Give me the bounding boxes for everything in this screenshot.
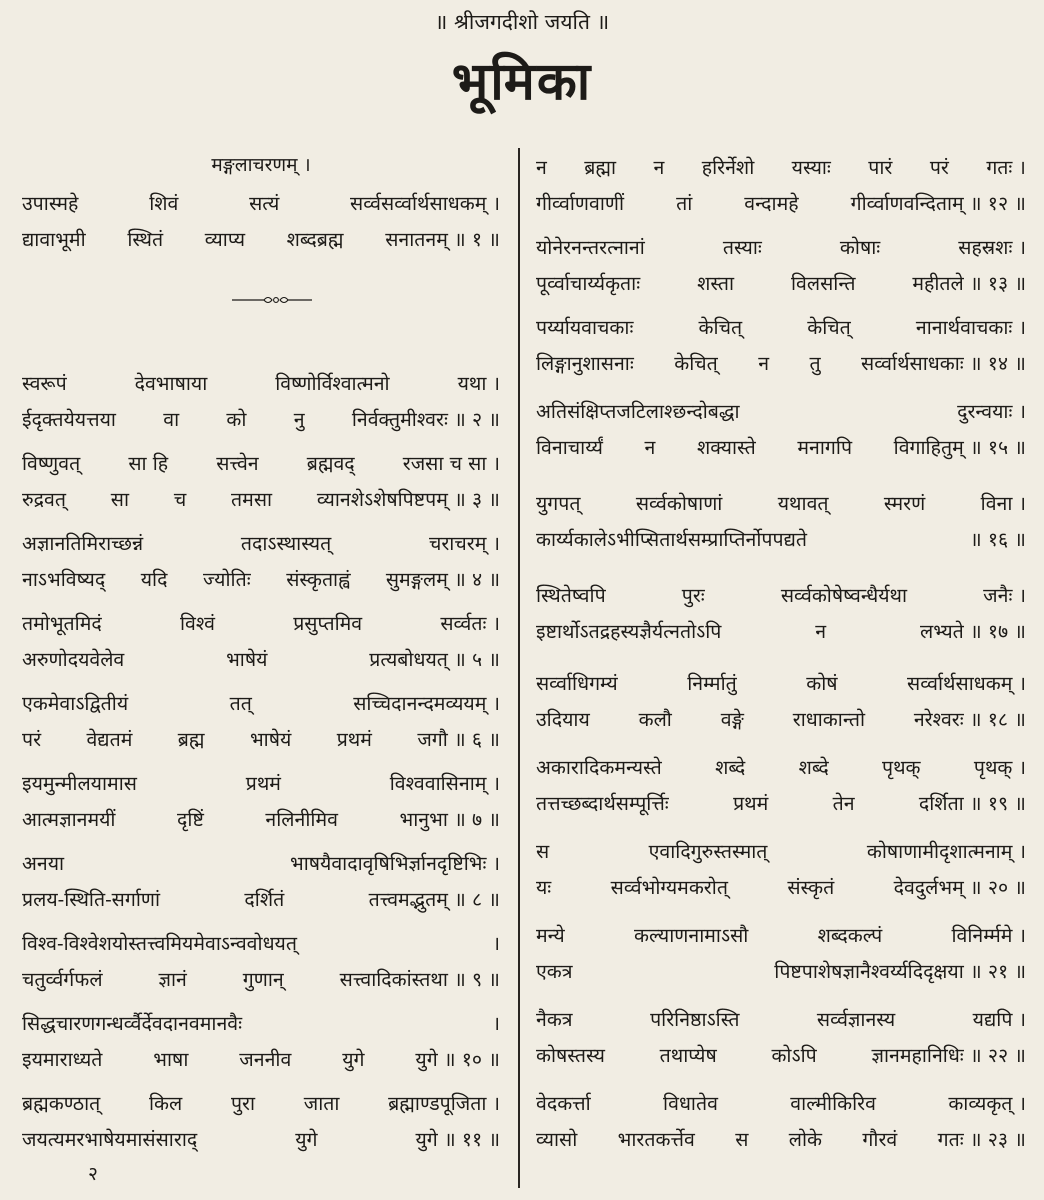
left-column bbox=[22, 150, 500, 1151]
verse-line bbox=[536, 394, 1026, 430]
verse-word: भाषेयं bbox=[249, 728, 292, 751]
verse-word: अनया bbox=[22, 852, 65, 875]
verse-word: परिनिष्ठाऽस्ति bbox=[650, 1008, 740, 1031]
verse-word: दृष्टिं bbox=[177, 808, 204, 831]
verse-line bbox=[22, 642, 500, 678]
verse-word: पुरः bbox=[681, 584, 705, 607]
verse-word: भानुभा ॥ ७ ॥ bbox=[399, 808, 500, 831]
verse-word: तत्त्वमद्भुतम् ॥ ८ ॥ bbox=[368, 888, 500, 911]
verse-word: संस्कृताह्वं bbox=[286, 568, 351, 591]
verse-word: गीर्व्वाणवाणीं bbox=[536, 192, 625, 215]
verse-word: लभ्यते ॥ १७ ॥ bbox=[919, 620, 1026, 643]
verse-word: न bbox=[758, 352, 770, 375]
verse bbox=[536, 834, 1026, 906]
verse-word: जयत्यमरभाषेयमासंसाराद् bbox=[22, 1128, 198, 1151]
verse-word: नलिनीमिव bbox=[265, 808, 338, 831]
verse-word: देवदुर्लभम् ॥ २० ॥ bbox=[893, 876, 1026, 899]
verse-word: रजसा च सा । bbox=[402, 452, 500, 475]
verse-line bbox=[22, 686, 500, 722]
verse-word: कोषाः bbox=[839, 236, 881, 259]
verse bbox=[22, 446, 500, 518]
verse bbox=[536, 486, 1026, 558]
verse-word: न bbox=[644, 436, 656, 459]
verse-word: यस्याः bbox=[791, 156, 831, 179]
verse-line bbox=[536, 1086, 1026, 1122]
verse-word: प्रत्यबोधयत् ॥ ५ ॥ bbox=[369, 648, 500, 671]
verse-word: मनागपि bbox=[797, 436, 853, 459]
verse-word: इयमुन्मीलयामास bbox=[22, 772, 137, 795]
verse-word: नु bbox=[293, 408, 305, 431]
verse-line bbox=[22, 606, 500, 642]
verse-word: शब्दब्रह्म bbox=[286, 228, 344, 251]
verse-word: स्मरणं bbox=[883, 492, 926, 515]
verse-word: कलौ bbox=[638, 708, 672, 731]
verse-line bbox=[22, 482, 500, 518]
ornament-divider bbox=[232, 292, 312, 308]
verse-line bbox=[536, 954, 1026, 990]
verse-line bbox=[536, 918, 1026, 954]
verse-word: न bbox=[815, 620, 827, 643]
verse-word: मन्ये bbox=[536, 924, 565, 947]
verse-line bbox=[22, 446, 500, 482]
verse bbox=[22, 186, 500, 258]
verse-line bbox=[22, 366, 500, 402]
page-title: भूमिका bbox=[451, 51, 593, 112]
verse-word: महीतले ॥ १३ ॥ bbox=[912, 272, 1026, 295]
verse-line bbox=[536, 614, 1026, 650]
verse-word: गुणान् bbox=[242, 968, 284, 991]
verse-word: विधातेव bbox=[663, 1092, 718, 1115]
verse-word: स्थितं bbox=[127, 228, 164, 251]
verse bbox=[536, 750, 1026, 822]
verse-line bbox=[536, 1002, 1026, 1038]
verse-line bbox=[536, 266, 1026, 302]
verse-word: केचित् bbox=[807, 316, 851, 339]
verse-word: लिङ्गानुशासनाः bbox=[536, 352, 634, 375]
verse-word: अज्ञानतिमिराच्छन्नं bbox=[22, 532, 144, 555]
verse-word: ॥ १६ ॥ bbox=[969, 528, 1026, 551]
verse-word: पृथक् bbox=[882, 756, 921, 779]
verse-line bbox=[22, 722, 500, 758]
verse bbox=[536, 578, 1026, 650]
verse-word: सर्व्वतः । bbox=[440, 612, 500, 635]
verse-word: विश्व-विश्वेशयोस्तत्त्वमियमेवाऽन्ववोधयत् bbox=[22, 932, 297, 955]
verse-word: वाल्मीकिरिव bbox=[790, 1092, 876, 1115]
verse-word: गीर्व्वाणवन्दिताम् ॥ १२ ॥ bbox=[850, 192, 1026, 215]
verse-word: शब्दे bbox=[715, 756, 746, 779]
verse-line bbox=[536, 834, 1026, 870]
verse-word: गौरवं bbox=[862, 1128, 898, 1151]
verse-word: शस्ता bbox=[697, 272, 735, 295]
verse bbox=[22, 366, 500, 438]
verse bbox=[22, 606, 500, 678]
verse-word: जाता bbox=[303, 1092, 340, 1115]
verse-word: स bbox=[735, 1128, 749, 1151]
verse-word: युगपत् bbox=[536, 492, 581, 515]
verse-line bbox=[22, 186, 500, 222]
verse-word: तदाऽस्थास्यत् bbox=[240, 532, 332, 555]
verse-word: उपास्महे bbox=[22, 192, 79, 215]
verse-word: स्थितेष्वपि bbox=[536, 584, 606, 607]
verse-word: ज्योतिः bbox=[203, 568, 251, 591]
verse-word: निर्म्मातुं bbox=[687, 672, 737, 695]
verse-word: प्रथमं bbox=[733, 792, 769, 815]
verse-word: दुरन्वयाः । bbox=[957, 400, 1026, 423]
verse-word: वा bbox=[163, 408, 180, 431]
verse bbox=[22, 526, 500, 598]
verse-word: च bbox=[173, 488, 187, 511]
verse-word: जनैः । bbox=[983, 584, 1026, 607]
verse bbox=[536, 394, 1026, 466]
verse-word: यः bbox=[536, 876, 552, 899]
verse-word: व्याप्य bbox=[204, 228, 246, 251]
verse-word: नरेश्वरः ॥ १८ ॥ bbox=[913, 708, 1026, 731]
verse-word: विश्ववासिनाम् । bbox=[389, 772, 500, 795]
verse-line bbox=[22, 802, 500, 838]
verse bbox=[22, 926, 500, 998]
verse-word: आत्मज्ञानमयीं bbox=[22, 808, 116, 831]
verse-word: केचित् bbox=[674, 352, 718, 375]
verse-word: गतः ॥ २३ ॥ bbox=[937, 1128, 1026, 1151]
verse-word: शिवं bbox=[149, 192, 179, 215]
verse-line bbox=[22, 766, 500, 802]
verse-word: स्वरूपं bbox=[22, 372, 67, 395]
verse-word: युगे ॥ १० ॥ bbox=[415, 1048, 500, 1071]
verse-word: उदियाय bbox=[536, 708, 590, 731]
verse bbox=[22, 766, 500, 838]
verse-word: परं bbox=[929, 156, 949, 179]
verse-word: पुरा bbox=[230, 1092, 256, 1115]
verse-line bbox=[22, 1086, 500, 1122]
verse-word: सहस्रशः । bbox=[958, 236, 1026, 259]
verse-word: भाषेयं bbox=[226, 648, 268, 671]
verse-line bbox=[536, 666, 1026, 702]
verse-word: प्रथमं bbox=[245, 772, 281, 795]
verse-word: कोषाणामीदृशात्मनाम् । bbox=[866, 840, 1026, 863]
verse bbox=[22, 1086, 500, 1158]
verse-word: अतिसंक्षिप्तजटिलाश्छन्दोबद्धा bbox=[536, 400, 740, 423]
verse-word: वन्दामहे bbox=[744, 192, 799, 215]
verse-word: नैकत्र bbox=[536, 1008, 573, 1031]
verse-word: अकारादिकमन्यस्ते bbox=[536, 756, 662, 779]
verse-word: शक्यास्ते bbox=[696, 436, 756, 459]
verse bbox=[536, 230, 1026, 302]
verse-word: इयमाराध्यते bbox=[22, 1048, 103, 1071]
verse-word: विष्णोर्विश्वात्मनो bbox=[275, 372, 390, 395]
verse-word: तां bbox=[676, 192, 693, 215]
verse-word: एवादिगुरुस्तस्मात् bbox=[648, 840, 768, 863]
verse-word: लोके bbox=[788, 1128, 823, 1151]
verse-word: ब्रह्माण्डपूजिता । bbox=[388, 1092, 500, 1115]
verse-word: विनिर्म्ममे । bbox=[951, 924, 1026, 947]
verse-word: विष्णुवत् bbox=[22, 452, 81, 475]
verse-word: विश्वं bbox=[179, 612, 215, 635]
verse-word: सर्व्वार्थसाधकाः ॥ १४ ॥ bbox=[861, 352, 1026, 375]
verse-line bbox=[536, 186, 1026, 222]
page-number: २ bbox=[88, 1163, 98, 1185]
verse-line bbox=[536, 310, 1026, 346]
verse-word: देवभाषाया bbox=[134, 372, 208, 395]
verse-word: सनातनम् ॥ १ ॥ bbox=[385, 228, 500, 251]
verse-word: स bbox=[536, 840, 550, 863]
verse-word: यद्यपि । bbox=[972, 1008, 1026, 1031]
verse-word: व्यासो bbox=[536, 1128, 578, 1151]
verse-line bbox=[536, 150, 1026, 186]
verse-word: रुद्रवत् bbox=[22, 488, 66, 511]
verse-word: प्रलय-स्थिति-सर्गाणां bbox=[22, 888, 161, 911]
verse bbox=[536, 1086, 1026, 1158]
verse-word: भाषा bbox=[153, 1048, 189, 1071]
verse-word: अरुणोदयवेलेव bbox=[22, 648, 125, 671]
verse-word: सर्व्वज्ञानस्य bbox=[816, 1008, 896, 1031]
verse bbox=[536, 918, 1026, 990]
verse-word: निर्वक्तुमीश्वरः ॥ २ ॥ bbox=[351, 408, 500, 431]
verse-line bbox=[22, 1122, 500, 1158]
verse-word: ज्ञानमहानिधिः ॥ २२ ॥ bbox=[871, 1044, 1026, 1067]
verse bbox=[22, 686, 500, 758]
verse-line bbox=[22, 926, 500, 962]
verse-word: सर्व्वाधिगम्यं bbox=[536, 672, 618, 695]
verse-line bbox=[536, 1122, 1026, 1158]
verse-word: केचित् bbox=[698, 316, 743, 339]
verse-word: विलसन्ति bbox=[790, 272, 856, 295]
verse-word: सर्व्वकोषाणां bbox=[635, 492, 723, 515]
verse-line bbox=[536, 870, 1026, 906]
verse-word: वङ्गे bbox=[720, 708, 744, 731]
verse bbox=[22, 1006, 500, 1078]
verse-word: ब्रह्मकण्ठात् bbox=[22, 1092, 101, 1115]
verse-word: ईदृक्तयेयत्तया bbox=[22, 408, 116, 431]
verse-word: संस्कृतं bbox=[787, 876, 835, 899]
verse-word: एकत्र bbox=[536, 960, 573, 983]
verse-word: पूर्व्वाचार्य्यकृताः bbox=[536, 272, 641, 295]
verse-word: सर्व्वकोषेष्वन्धैर्यथा bbox=[780, 584, 908, 607]
verse-word: सर्व्वभोग्यमकरोत् bbox=[610, 876, 728, 899]
verse-word: भाषयैवादावृषिभिर्ज्ञानदृष्टिभिः । bbox=[289, 852, 500, 875]
verse-line bbox=[22, 402, 500, 438]
verse-word: इष्टार्थोऽतद्रहस्यज्ञैर्यत्नतोऽपि bbox=[536, 620, 722, 643]
verse-line bbox=[536, 702, 1026, 738]
verse-line bbox=[536, 1038, 1026, 1074]
verse-word: युगे ॥ ११ ॥ bbox=[415, 1128, 500, 1151]
verse-line bbox=[22, 562, 500, 598]
verse-word: व्यानशेऽशेषपिष्टपम् ॥ ३ ॥ bbox=[316, 488, 500, 511]
verse-word: विना । bbox=[980, 492, 1026, 515]
verse-word: पृथक् । bbox=[973, 756, 1026, 779]
verse-word: सर्व्वार्थसाधकम् । bbox=[907, 672, 1026, 695]
verse-word: तत् bbox=[229, 692, 252, 715]
verse-word: नानार्थवाचकाः । bbox=[915, 316, 1026, 339]
verse-word: जगौ ॥ ६ ॥ bbox=[417, 728, 500, 751]
column-divider bbox=[518, 148, 520, 1188]
verse-word: शब्दकल्पं bbox=[817, 924, 883, 947]
verse-word: तथाप्येष bbox=[659, 1044, 717, 1067]
verse-word: । bbox=[492, 1012, 500, 1035]
verse-word: योनेरनन्तरत्नानां bbox=[536, 236, 645, 259]
verse bbox=[536, 310, 1026, 382]
verse-line bbox=[22, 962, 500, 998]
verse-word: ब्रह्मवद् bbox=[306, 452, 355, 475]
verse-word: सच्चिदानन्दमव्ययम् । bbox=[353, 692, 500, 715]
verse-word: द्यावाभूमी bbox=[22, 228, 86, 251]
verse-word: हरिर्नेशो bbox=[701, 156, 755, 179]
verse-word: यदि bbox=[140, 568, 168, 591]
verse-word: कल्याणनामाऽसौ bbox=[634, 924, 749, 947]
verse-word: सा हि bbox=[128, 452, 169, 475]
verse-word: तु bbox=[809, 352, 821, 375]
verse-word: सत्त्वेन bbox=[216, 452, 259, 475]
verse-word: प्रसुप्तमिव bbox=[293, 612, 363, 635]
verse-word: सा bbox=[110, 488, 130, 511]
verse-word: गतः । bbox=[986, 156, 1026, 179]
verse-word: कोषस्तस्य bbox=[536, 1044, 605, 1067]
verse-word: एकमेवाऽद्वितीयं bbox=[22, 692, 129, 715]
verse-word: कोषं bbox=[806, 672, 838, 695]
verse-word: ब्रह्मा bbox=[584, 156, 617, 179]
verse-word: तस्याः bbox=[722, 236, 762, 259]
invocation-line: ॥ श्रीजगदीशो जयति ॥ bbox=[434, 10, 610, 34]
verse-line bbox=[536, 522, 1026, 558]
verse-word: तमसा bbox=[231, 488, 273, 511]
verse-word: ज्ञानं bbox=[158, 968, 187, 991]
verse-word: काव्यकृत् । bbox=[948, 1092, 1026, 1115]
verse bbox=[536, 150, 1026, 222]
verse-line bbox=[22, 1006, 500, 1042]
verse-word: यथा । bbox=[457, 372, 500, 395]
verse-word: जननीव bbox=[239, 1048, 292, 1071]
verse-word: सत्यं bbox=[249, 192, 280, 215]
verse-word: दर्शितं bbox=[244, 888, 285, 911]
verse-word: न bbox=[653, 156, 665, 179]
verse-line bbox=[536, 230, 1026, 266]
verse-word: सत्त्वादिकांस्तथा ॥ ९ ॥ bbox=[339, 968, 500, 991]
verse-word: किल bbox=[148, 1092, 183, 1115]
verse-word: । bbox=[492, 932, 500, 955]
verse-word: कोऽपि bbox=[771, 1044, 817, 1067]
verse bbox=[536, 1002, 1026, 1074]
section-heading: मङ्गलाचरणम् । bbox=[211, 154, 311, 176]
verse-word: पर्य्यायवाचकाः bbox=[536, 316, 634, 339]
verse-word: युगे bbox=[342, 1048, 365, 1071]
verse-word: शब्दे bbox=[798, 756, 829, 779]
verse bbox=[536, 666, 1026, 738]
verse-word: सर्व्वसर्व्वार्थसाधकम् । bbox=[350, 192, 500, 215]
verse-line bbox=[22, 882, 500, 918]
verse-word: ब्रह्म bbox=[177, 728, 205, 751]
verse-line bbox=[22, 846, 500, 882]
verse-line bbox=[22, 526, 500, 562]
verse-word: तमोभूतमिदं bbox=[22, 612, 102, 635]
verse-line bbox=[22, 1042, 500, 1078]
verse-word: कार्य्यकालेऽभीप्सितार्थसम्प्राप्तिर्नोपपद्यते bbox=[536, 528, 807, 551]
verse-word: यथावत् bbox=[777, 492, 829, 515]
verse-word: वेदकर्त्ता bbox=[536, 1092, 591, 1115]
verse-word: दर्शिता ॥ १९ ॥ bbox=[918, 792, 1026, 815]
verse-line bbox=[536, 786, 1026, 822]
verse-word: चराचरम् । bbox=[428, 532, 500, 555]
verse-word: सुमङ्गलम् ॥ ४ ॥ bbox=[385, 568, 500, 591]
verse bbox=[22, 846, 500, 918]
verse-word: परं bbox=[22, 728, 42, 751]
verse-word: नाऽभविष्यद् bbox=[22, 568, 106, 591]
verse-line bbox=[22, 222, 500, 258]
verse-word: राधाकान्तो bbox=[792, 708, 866, 731]
verse-word: तत्तच्छब्दार्थसम्पूर्त्तिः bbox=[536, 792, 669, 815]
verse-line bbox=[536, 346, 1026, 382]
verse-word: विनाचार्य्यं bbox=[536, 436, 603, 459]
verse-word: चतुर्व्वर्गफलं bbox=[22, 968, 103, 991]
verse-word: युगे bbox=[295, 1128, 318, 1151]
verse-line bbox=[536, 750, 1026, 786]
verse-word: पारं bbox=[868, 156, 893, 179]
verse-word: न bbox=[536, 156, 547, 179]
verse-word: पिष्टपाशेषज्ञानैश्वर्य्यदिदृक्षया ॥ २१ ॥ bbox=[774, 960, 1026, 983]
verse-word: तेन bbox=[832, 792, 855, 815]
verse-line bbox=[536, 430, 1026, 466]
verse-word: वेद्यतमं bbox=[86, 728, 133, 751]
verse-line bbox=[536, 486, 1026, 522]
verse-line bbox=[536, 578, 1026, 614]
verse-word: विगाहितुम् ॥ १५ ॥ bbox=[893, 436, 1026, 459]
verse-word: भारतकर्त्तेव bbox=[617, 1128, 695, 1151]
verse-word: को bbox=[226, 408, 247, 431]
verse-word: सिद्धचारणगन्धर्व्वैर्देवदानवमानवैः bbox=[22, 1012, 243, 1035]
verse-word: प्रथमं bbox=[336, 728, 372, 751]
